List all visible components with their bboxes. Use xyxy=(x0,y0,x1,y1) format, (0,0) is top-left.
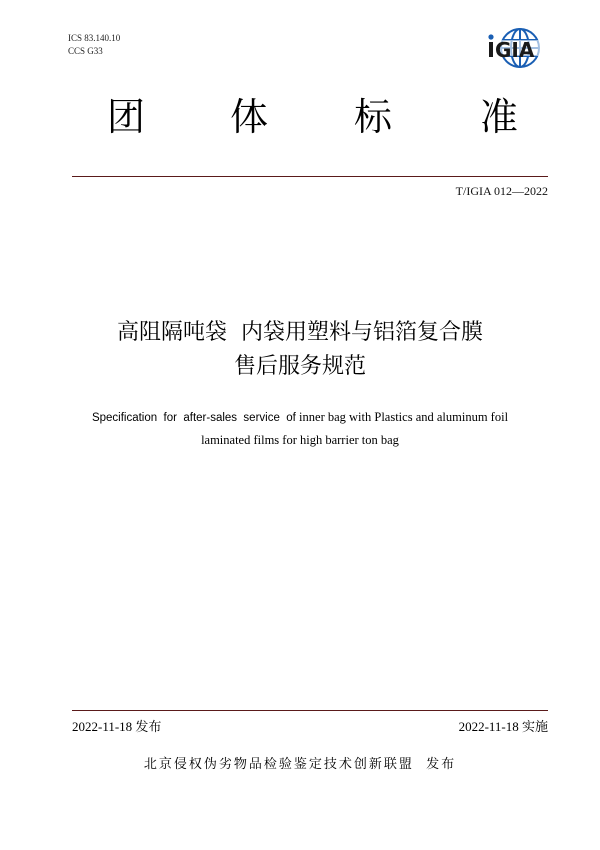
english-title xyxy=(0,406,600,451)
document-type-heading xyxy=(60,92,560,152)
chinese-title-line1: 高阻隔吨袋 内袋用塑料与铝箔复合膜 xyxy=(117,320,483,345)
chinese-title xyxy=(0,316,600,384)
implement-date: 2022-11-18 实施 xyxy=(458,719,548,734)
bottom-divider xyxy=(72,710,548,711)
standard-number: T/IGIA 012—2022 xyxy=(455,184,548,198)
doc-type-char: 团 xyxy=(107,95,146,139)
english-title-line1 xyxy=(0,406,600,429)
classification-codes xyxy=(68,32,120,58)
doc-type-char: 准 xyxy=(480,95,519,139)
ccs-code: CCS G33 xyxy=(68,46,103,56)
globe-icon xyxy=(486,26,558,70)
english-title-line1-part-a: Specification for after-sales service of xyxy=(91,412,300,424)
chinese-title-line2: 售后服务规范 xyxy=(233,354,366,379)
doc-type-char: 标 xyxy=(354,95,393,139)
publisher: 北京侵权伪劣物品检验鉴定技术创新联盟 发布 xyxy=(143,757,457,772)
doc-type-char: 体 xyxy=(230,95,269,139)
publish-date: 2022-11-18 发布 xyxy=(72,719,162,734)
english-title-line1-part-b: inner bag with Plastics and aluminum foil xyxy=(299,410,509,424)
igia-logo xyxy=(486,26,558,70)
svg-text:GIA: GIA xyxy=(495,38,535,62)
ics-code: ICS 83.140.10 xyxy=(68,33,121,43)
english-title-line2: laminated films for high barrier ton bag xyxy=(201,433,399,447)
top-divider xyxy=(72,176,548,177)
